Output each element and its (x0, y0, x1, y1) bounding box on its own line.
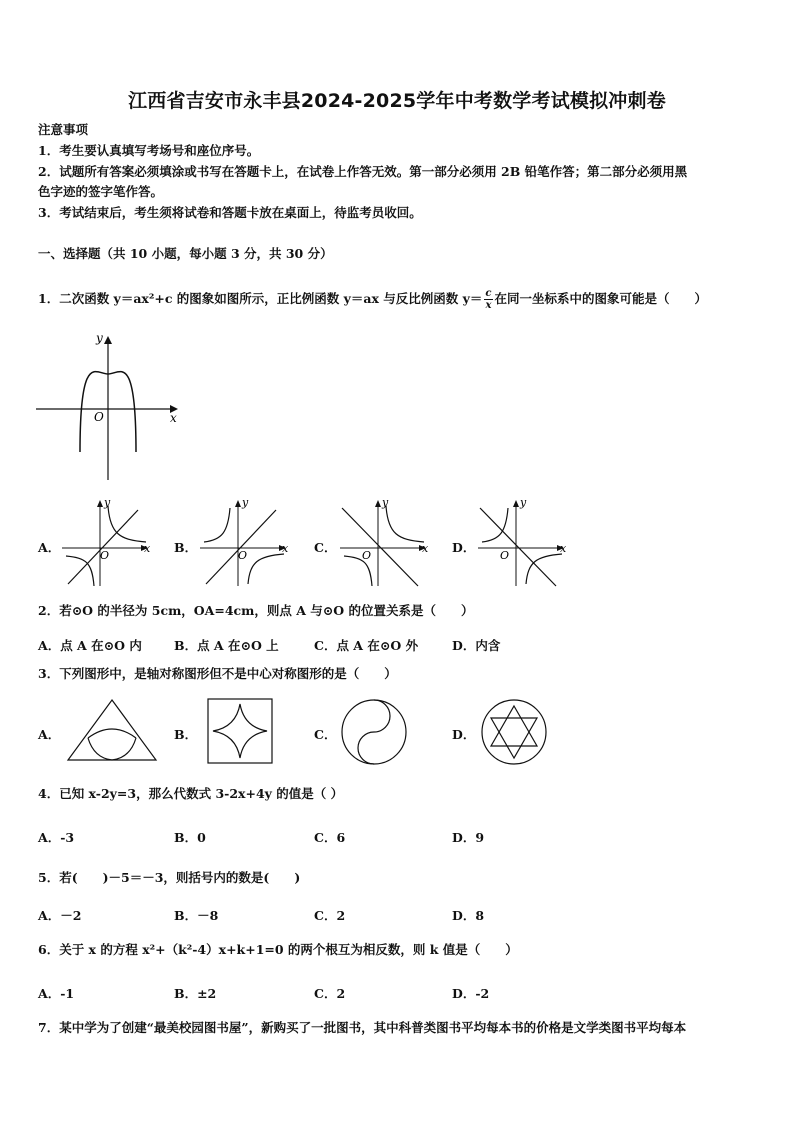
q5-option-a[interactable]: A．－2 (38, 908, 82, 923)
hexagram-in-circle-figure (480, 698, 548, 766)
question-5: 5．若( )－5＝－3，则括号内的数是( ) (38, 870, 301, 885)
star-in-square-figure (206, 698, 274, 764)
question-3: 3．下列图形中，是轴对称图形但不是中心对称图形的是（ ） (38, 666, 397, 681)
q6-option-b[interactable]: B．±2 (174, 986, 217, 1001)
q3-option-d[interactable]: D． (452, 727, 476, 742)
yin-yang-figure (340, 698, 408, 766)
q6-option-a[interactable]: A．-1 (38, 986, 75, 1001)
svg-text:y: y (242, 496, 249, 509)
page-title: 江西省吉安市永丰县2024-2025学年中考数学考试模拟冲刺卷 (128, 90, 666, 112)
q1-option-d[interactable]: D． (452, 540, 476, 555)
svg-text:x: x (422, 542, 429, 555)
q1-option-b[interactable]: B． (174, 540, 198, 555)
q1-option-c-graph (338, 496, 433, 588)
q6-option-d[interactable]: D．-2 (452, 986, 490, 1001)
q4-option-b[interactable]: B．0 (174, 830, 206, 845)
y-axis-arrow (104, 336, 112, 344)
q2-option-b[interactable]: B．点 A 在⊙O 上 (174, 638, 279, 653)
q3-option-b[interactable]: B． (174, 727, 198, 742)
svg-text:y: y (382, 496, 389, 509)
q1-option-c[interactable]: C． (314, 540, 337, 555)
fraction-numerator: c (485, 288, 492, 299)
q2-option-a[interactable]: A．点 A 在⊙O 内 (38, 638, 142, 653)
q1-option-b-graph (198, 496, 293, 588)
notice-item-2: 2．试题所有答案必须填涂或书写在答题卡上，在试卷上作答无效。第一部分必须用 2B 铅笔作答；第二部分必须用黑 (38, 164, 688, 179)
q1-option-a[interactable]: A． (38, 540, 61, 555)
q5-option-c[interactable]: C．2 (314, 908, 346, 923)
fraction-c-over-x (484, 288, 492, 311)
q4-option-a[interactable]: A．-3 (38, 830, 75, 845)
question-1-text-a: 1．二次函数 y＝ax²+c 的图象如图所示，正比例函数 y＝ax 与反比例函数 y＝ (38, 291, 483, 306)
q2-option-d[interactable]: D．内含 (452, 638, 501, 653)
svg-text:y: y (520, 496, 527, 509)
q2-option-c[interactable]: C．点 A 在⊙O 外 (314, 638, 419, 653)
q5-option-d[interactable]: D．8 (452, 908, 485, 923)
question-2: 2．若⊙O 的半径为 5cm，OA=4cm，则点 A 与⊙O 的位置关系是（ ） (38, 603, 474, 618)
notice-item-2-cont: 色字迹的签字笔作答。 (38, 184, 164, 199)
svg-text:O: O (238, 549, 248, 562)
notice-item-3: 3．考试结束后，考生须将试卷和答题卡放在桌面上，待监考员收回。 (38, 205, 422, 220)
parabola-graph (36, 330, 186, 485)
question-7: 7．某中学为了创建“最美校园图书屋”，新购买了一批图书，其中科普类图书平均每本书的价格是文学类图书平均每本 (38, 1020, 687, 1035)
svg-text:x: x (144, 542, 151, 555)
q4-option-d[interactable]: D．9 (452, 830, 485, 845)
question-6: 6．关于 x 的方程 x²+（k²-4）x+k+1=0 的两个根互为相反数，则 k 值是（ ） (38, 942, 518, 957)
reuleaux-triangle-figure (66, 698, 158, 764)
q5-option-b[interactable]: B．－8 (174, 908, 219, 923)
question-4: 4．已知 x-2y=3，那么代数式 3-2x+4y 的值是（ ） (38, 786, 344, 801)
svg-text:y: y (104, 496, 111, 509)
question-1-text-b: 在同一坐标系中的图象可能是（ ） (494, 291, 708, 306)
origin-label: O (94, 410, 104, 424)
x-label: x (170, 411, 177, 425)
svg-text:O: O (100, 549, 110, 562)
section-heading: 一、选择题（共 10 小题，每小题 3 分，共 30 分） (38, 246, 333, 261)
notice-item-1: 1．考生要认真填写考场号和座位序号。 (38, 143, 260, 158)
q3-option-c[interactable]: C． (314, 727, 337, 742)
q4-option-c[interactable]: C．6 (314, 830, 346, 845)
fraction-denominator: x (485, 300, 492, 311)
svg-text:x: x (560, 542, 567, 555)
q1-option-d-graph (476, 496, 571, 588)
y-label: y (96, 331, 103, 345)
svg-text:x: x (282, 542, 289, 555)
q1-option-a-graph (60, 496, 155, 588)
q3-option-a[interactable]: A． (38, 727, 61, 742)
svg-text:O: O (500, 549, 510, 562)
svg-text:O: O (362, 549, 372, 562)
notice-heading: 注意事项 (38, 122, 89, 137)
question-1 (38, 288, 707, 311)
q6-option-c[interactable]: C．2 (314, 986, 346, 1001)
